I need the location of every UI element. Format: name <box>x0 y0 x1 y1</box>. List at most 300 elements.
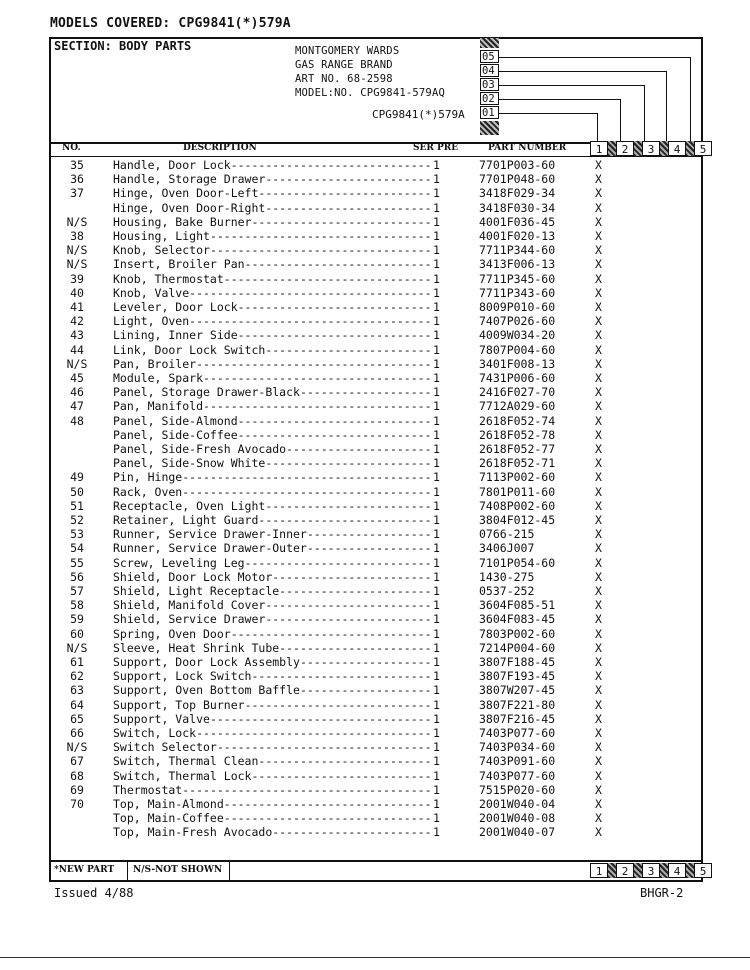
part-quantity: 1 <box>433 257 440 272</box>
part-description-text: Hinge, Oven Door-Right <box>113 200 266 215</box>
digit-1: 1 <box>590 141 608 156</box>
part-description <box>113 655 431 669</box>
part-description-text: Module, Spark <box>113 371 204 385</box>
part-description-text: Panel, Side-Fresh Avocado <box>113 442 287 456</box>
model-applicability-mark: X <box>595 569 602 584</box>
table-row <box>0 485 750 499</box>
part-description <box>113 740 431 754</box>
col-header-description: DESCRIPTION <box>183 143 257 153</box>
model-applicability-mark: X <box>595 470 602 485</box>
part-number: 7803P002-60 <box>479 626 556 641</box>
connector-line <box>690 57 691 141</box>
model-applicability-mark: X <box>595 243 602 258</box>
part-description-text: Shield, Light Receptacle <box>113 584 280 598</box>
part-description-text: Top, Main-Coffee <box>113 811 224 826</box>
model-applicability-mark: X <box>595 484 602 499</box>
part-quantity: 1 <box>433 285 440 300</box>
part-number: 7801P011-60 <box>479 484 556 499</box>
part-description-text: Thermostat <box>113 782 183 797</box>
part-description <box>113 698 431 712</box>
dot-leader: -------------------------------- <box>209 711 431 726</box>
part-description-text: Handle, Door Lock <box>113 158 231 172</box>
digit-3: 3 <box>642 863 660 878</box>
part-description-text: Switch Selector <box>113 740 217 755</box>
table-row <box>0 797 750 811</box>
dot-leader: -------------------------- <box>251 669 431 684</box>
part-description <box>113 598 431 612</box>
part-description <box>113 229 431 243</box>
part-number: 7407P026-60 <box>479 314 556 329</box>
part-description <box>113 385 431 399</box>
dot-leader: ------------------ <box>306 527 431 542</box>
digit-4: 4 <box>668 863 686 878</box>
connector-line <box>644 85 645 141</box>
models-covered: MODELS COVERED: CPG9841(*)579A <box>50 16 291 31</box>
connector-line <box>499 113 597 114</box>
table-row <box>0 343 750 357</box>
model-applicability-mark: X <box>595 442 602 456</box>
part-description <box>113 172 431 186</box>
table-row <box>0 257 750 271</box>
dot-leader: ------------------------ <box>265 200 431 215</box>
dot-leader: ------------------------ <box>265 498 431 513</box>
table-row <box>0 641 750 655</box>
part-description-text: Pan, Manifold <box>113 399 204 414</box>
dot-leader: --------------------- <box>286 442 431 456</box>
model-applicability-mark: X <box>595 271 602 286</box>
col-header-part-number: PART NUMBER <box>488 143 567 153</box>
part-description-text: Shield, Service Drawer <box>113 612 266 627</box>
part-no: 52 <box>70 513 84 527</box>
dot-leader: -------------------------- <box>251 214 431 229</box>
table-row <box>0 286 750 300</box>
part-number: 3401F008-13 <box>479 356 556 371</box>
part-description <box>113 612 431 626</box>
part-number: 7403P077-60 <box>479 768 556 783</box>
footer-divider <box>49 860 703 862</box>
part-quantity: 1 <box>433 314 440 329</box>
part-number: 2618F052-71 <box>479 456 556 471</box>
dot-leader: ---------------------- <box>279 584 431 598</box>
part-quantity: 1 <box>433 470 440 485</box>
part-description <box>113 627 431 641</box>
part-number: 7712A029-60 <box>479 399 556 414</box>
part-number: 4001F020-13 <box>479 229 556 243</box>
table-row <box>0 783 750 797</box>
part-description <box>113 300 431 314</box>
model-applicability-mark: X <box>595 356 602 371</box>
dot-leader: ------------------------------ <box>223 811 431 826</box>
connector-line <box>597 113 598 141</box>
legend-new-part: *NEW PART <box>54 865 115 875</box>
part-number: 7701P048-60 <box>479 172 556 187</box>
model-applicability-mark: X <box>595 768 602 783</box>
part-description-text: Knob, Thermostat <box>113 271 224 286</box>
part-description-text: Switch, Thermal Lock <box>113 768 252 783</box>
part-description-text: Lining, Inner Side <box>113 328 238 343</box>
part-quantity: 1 <box>433 484 440 499</box>
part-number: 7113P002-60 <box>479 470 556 485</box>
code-05: 05 <box>480 50 499 63</box>
part-description <box>113 414 431 428</box>
part-no: 54 <box>70 541 84 556</box>
part-number: 3807W207-45 <box>479 683 556 698</box>
part-description-text: Insert, Broiler Pan <box>113 257 245 272</box>
part-number: 2618F052-77 <box>479 442 556 456</box>
part-description <box>113 357 431 371</box>
table-row <box>0 570 750 584</box>
part-description-text: Handle, Storage Drawer <box>113 172 266 187</box>
part-quantity: 1 <box>433 811 440 826</box>
table-row <box>0 414 750 428</box>
part-quantity: 1 <box>433 427 440 442</box>
model-applicability-mark: X <box>595 172 602 187</box>
model-applicability-mark: X <box>595 726 602 740</box>
part-description-text: Panel, Side-Almond <box>113 413 238 428</box>
part-quantity: 1 <box>433 385 440 400</box>
code-04: 04 <box>480 64 499 77</box>
dot-leader: ---------------------------- <box>237 413 431 428</box>
footer-separator <box>229 861 230 880</box>
dot-leader: --------------------------- <box>244 257 431 272</box>
model-applicability-mark: X <box>595 300 602 314</box>
part-description-text: Support, Lock Switch <box>113 669 252 684</box>
dot-leader: ------------------------------------ <box>182 484 431 499</box>
table-row <box>0 669 750 683</box>
dot-leader: ------------------------- <box>258 513 431 527</box>
part-description-text: Runner, Service Drawer-Inner <box>113 527 307 542</box>
dot-leader: ----------------------- <box>272 825 431 840</box>
part-description <box>113 726 431 740</box>
connector-line <box>499 57 690 58</box>
part-description <box>113 485 431 499</box>
part-number: 7701P003-60 <box>479 158 556 172</box>
part-description-text: Support, Valve <box>113 711 210 726</box>
part-no: 66 <box>70 726 84 740</box>
part-quantity: 1 <box>433 186 440 201</box>
part-description <box>113 499 431 513</box>
part-description-text: Switch, Thermal Clean <box>113 754 259 769</box>
model-applicability-mark: X <box>595 541 602 556</box>
model-applicability-mark: X <box>595 513 602 527</box>
part-description <box>113 783 431 797</box>
part-number: 2001W040-04 <box>479 797 556 811</box>
dot-leader: ----------------------------------- <box>189 285 431 300</box>
model-applicability-mark: X <box>595 612 602 627</box>
part-quantity: 1 <box>433 683 440 698</box>
model-applicability-mark: X <box>595 598 602 613</box>
dot-leader: ---------------------------------- <box>196 356 431 371</box>
section-title: SECTION: BODY PARTS <box>54 39 192 53</box>
part-number: 7408P002-60 <box>479 498 556 513</box>
digit-2: 2 <box>616 863 634 878</box>
model-number: MODEL:NO. CPG9841-579AQ <box>295 87 445 99</box>
part-quantity: 1 <box>433 527 440 542</box>
digit-4: 4 <box>668 141 686 156</box>
part-description <box>113 683 431 697</box>
part-quantity: 1 <box>433 768 440 783</box>
model-applicability-mark: X <box>595 782 602 797</box>
part-description-text: Top, Main-Almond <box>113 797 224 811</box>
table-row <box>0 740 750 754</box>
part-description-text: Panel, Side-Snow White <box>113 456 266 471</box>
part-no: 56 <box>70 569 84 584</box>
part-description <box>113 825 431 839</box>
digit-5: 5 <box>694 863 712 878</box>
part-no: 68 <box>70 768 84 783</box>
part-number: 8009P010-60 <box>479 300 556 314</box>
table-row <box>0 243 750 257</box>
part-number: 3604F083-45 <box>479 612 556 627</box>
dot-leader: ------------------ <box>306 541 431 556</box>
dot-leader: -------------------------- <box>251 768 431 783</box>
table-row <box>0 215 750 229</box>
connector-line <box>499 85 644 86</box>
table-row <box>0 428 750 442</box>
part-no: 69 <box>70 782 84 797</box>
dot-leader: ----------------------------- <box>230 626 431 641</box>
digit-5: 5 <box>694 141 712 156</box>
part-description-text: Pan, Broiler <box>113 356 197 371</box>
part-quantity: 1 <box>433 328 440 343</box>
part-no: 45 <box>70 371 84 385</box>
part-quantity: 1 <box>433 555 440 570</box>
part-number: 2618F052-78 <box>479 427 556 442</box>
dot-leader: ------------------------ <box>265 598 431 613</box>
dot-leader: ------------------------------------ <box>182 470 431 485</box>
table-row <box>0 470 750 484</box>
part-no: N/S <box>66 214 88 229</box>
model-applicability-mark: X <box>595 498 602 513</box>
part-quantity: 1 <box>433 399 440 414</box>
part-description <box>113 669 431 683</box>
part-description-text: Support, Door Lock Assembly <box>113 655 300 669</box>
part-description <box>113 513 431 527</box>
part-description-text: Knob, Valve <box>113 285 190 300</box>
part-quantity: 1 <box>433 300 440 314</box>
code-hatch-top <box>480 38 499 48</box>
dot-leader: ------------------------ <box>265 456 431 471</box>
part-description-text: Top, Main-Fresh Avocado <box>113 825 273 840</box>
dot-leader: ---------------------------- <box>237 300 431 314</box>
part-quantity: 1 <box>433 356 440 371</box>
part-description-text: Hinge, Oven Door-Left <box>113 186 259 201</box>
part-no: 37 <box>70 186 84 201</box>
model-applicability-mark: X <box>595 257 602 272</box>
art-number: ART NO. 68-2598 <box>295 73 393 85</box>
model-applicability-mark: X <box>595 754 602 769</box>
table-row <box>0 172 750 186</box>
part-number: 7101P054-60 <box>479 555 556 570</box>
part-number: 3604F085-51 <box>479 598 556 613</box>
part-description <box>113 428 431 442</box>
part-description-text: Link, Door Lock Switch <box>113 342 266 357</box>
model-applicability-mark: X <box>595 697 602 712</box>
part-no: N/S <box>66 740 88 755</box>
table-row <box>0 186 750 200</box>
part-number: 3807F188-45 <box>479 655 556 669</box>
table-row <box>0 300 750 314</box>
dot-leader: ----------------------------- <box>230 158 431 172</box>
connector-line <box>620 99 621 141</box>
table-row <box>0 201 750 215</box>
part-no: 55 <box>70 555 84 570</box>
part-no: N/S <box>66 640 88 655</box>
table-row <box>0 527 750 541</box>
dot-leader: -------------------------------- <box>209 229 431 243</box>
part-description <box>113 328 431 342</box>
part-no: 67 <box>70 754 84 769</box>
model-applicability-mark: X <box>595 797 602 811</box>
part-description-text: Shield, Manifold Cover <box>113 598 266 613</box>
part-number: 3807F193-45 <box>479 669 556 684</box>
part-quantity: 1 <box>433 726 440 740</box>
dot-leader: --------------------------------- <box>203 371 431 385</box>
table-row <box>0 399 750 413</box>
table-row <box>0 456 750 470</box>
part-no: 70 <box>70 797 84 811</box>
model-applicability-mark: X <box>595 811 602 826</box>
part-description-text: Sleeve, Heat Shrink Tube <box>113 640 280 655</box>
part-number: 3406J007 <box>479 541 535 556</box>
part-quantity: 1 <box>433 271 440 286</box>
model-applicability-mark: X <box>595 314 602 329</box>
part-description <box>113 769 431 783</box>
table-row <box>0 499 750 513</box>
part-quantity: 1 <box>433 584 440 598</box>
part-number: 1430-275 <box>479 569 535 584</box>
model-applicability-mark: X <box>595 456 602 471</box>
part-no: 59 <box>70 612 84 627</box>
model-applicability-mark: X <box>595 413 602 428</box>
part-quantity: 1 <box>433 342 440 357</box>
dot-leader: ------------------------------------ <box>182 782 431 797</box>
part-no: 39 <box>70 271 84 286</box>
model-applicability-mark: X <box>595 626 602 641</box>
dot-leader: --------------------------- <box>244 555 431 570</box>
model-applicability-mark: X <box>595 399 602 414</box>
part-quantity: 1 <box>433 598 440 613</box>
model-applicability-mark: X <box>595 825 602 840</box>
connector-line <box>499 99 620 100</box>
table-row <box>0 825 750 839</box>
part-no: 63 <box>70 683 84 698</box>
part-number: 7403P077-60 <box>479 726 556 740</box>
part-no: 50 <box>70 484 84 499</box>
table-row <box>0 769 750 783</box>
part-number: 7214P004-60 <box>479 640 556 655</box>
part-description-text: Switch, Lock <box>113 726 197 740</box>
part-number: 2001W040-08 <box>479 811 556 826</box>
table-row <box>0 556 750 570</box>
part-quantity: 1 <box>433 797 440 811</box>
part-no: 43 <box>70 328 84 343</box>
part-number: 3413F006-13 <box>479 257 556 272</box>
dot-leader: ------------------------------- <box>216 740 431 755</box>
digit-1: 1 <box>590 863 608 878</box>
part-description <box>113 215 431 229</box>
table-row <box>0 385 750 399</box>
dot-leader: ------------------------ <box>265 342 431 357</box>
model-applicability-mark: X <box>595 584 602 598</box>
model-applicability-mark: X <box>595 427 602 442</box>
part-description <box>113 314 431 328</box>
part-quantity: 1 <box>433 740 440 755</box>
part-no: 38 <box>70 229 84 243</box>
connector-line <box>666 71 667 141</box>
dot-leader: ------------------- <box>299 655 431 669</box>
part-number: 3418F029-34 <box>479 186 556 201</box>
digit-3: 3 <box>642 141 660 156</box>
issued-date: Issued 4/88 <box>54 886 134 900</box>
part-number: 7403P034-60 <box>479 740 556 755</box>
model-applicability-mark: X <box>595 683 602 698</box>
part-number: 3807F221-80 <box>479 697 556 712</box>
part-description-text: Knob, Selector <box>113 243 210 258</box>
page-code: BHGR-2 <box>640 886 684 900</box>
col-header-ser-pre: SER PRE <box>413 143 459 153</box>
part-quantity: 1 <box>433 612 440 627</box>
part-number: 0766-215 <box>479 527 535 542</box>
part-quantity: 1 <box>433 569 440 584</box>
part-no: 58 <box>70 598 84 613</box>
model-applicability-mark: X <box>595 655 602 669</box>
part-description-text: Housing, Bake Burner <box>113 214 252 229</box>
part-description <box>113 243 431 257</box>
part-description <box>113 399 431 413</box>
dot-leader: ---------------------------- <box>237 427 431 442</box>
part-number: 7807P004-60 <box>479 342 556 357</box>
model-applicability-mark: X <box>595 711 602 726</box>
part-quantity: 1 <box>433 754 440 769</box>
part-no: 51 <box>70 498 84 513</box>
dot-leader: ----------------------------------- <box>189 314 431 329</box>
part-quantity: 1 <box>433 782 440 797</box>
dot-leader: -------------------------------- <box>209 243 431 258</box>
part-description-text: Rack, Oven <box>113 484 183 499</box>
model-applicability-mark: X <box>595 640 602 655</box>
table-row <box>0 328 750 342</box>
dot-leader: --------------------------- <box>244 697 431 712</box>
table-row <box>0 754 750 768</box>
part-number: 2416F027-70 <box>479 385 556 400</box>
dot-leader: ------------------------ <box>265 172 431 187</box>
part-quantity: 1 <box>433 442 440 456</box>
part-number: 7711P345-60 <box>479 271 556 286</box>
part-description-text: Pin, Hinge <box>113 470 183 485</box>
part-quantity: 1 <box>433 158 440 172</box>
model-applicability-mark: X <box>595 229 602 243</box>
part-no: 35 <box>70 158 84 172</box>
part-quantity: 1 <box>433 825 440 840</box>
table-row <box>0 683 750 697</box>
part-description <box>113 158 431 172</box>
part-description <box>113 811 431 825</box>
part-description <box>113 641 431 655</box>
table-row <box>0 357 750 371</box>
part-description <box>113 201 431 215</box>
model-applicability-mark: X <box>595 214 602 229</box>
dot-leader: ------------------------- <box>258 754 431 769</box>
digit-2: 2 <box>616 141 634 156</box>
part-description <box>113 343 431 357</box>
part-quantity: 1 <box>433 200 440 215</box>
model-applicability-mark: X <box>595 385 602 400</box>
column-header-divider <box>49 156 703 157</box>
part-number: 3418F030-34 <box>479 200 556 215</box>
part-description <box>113 286 431 300</box>
table-row <box>0 627 750 641</box>
